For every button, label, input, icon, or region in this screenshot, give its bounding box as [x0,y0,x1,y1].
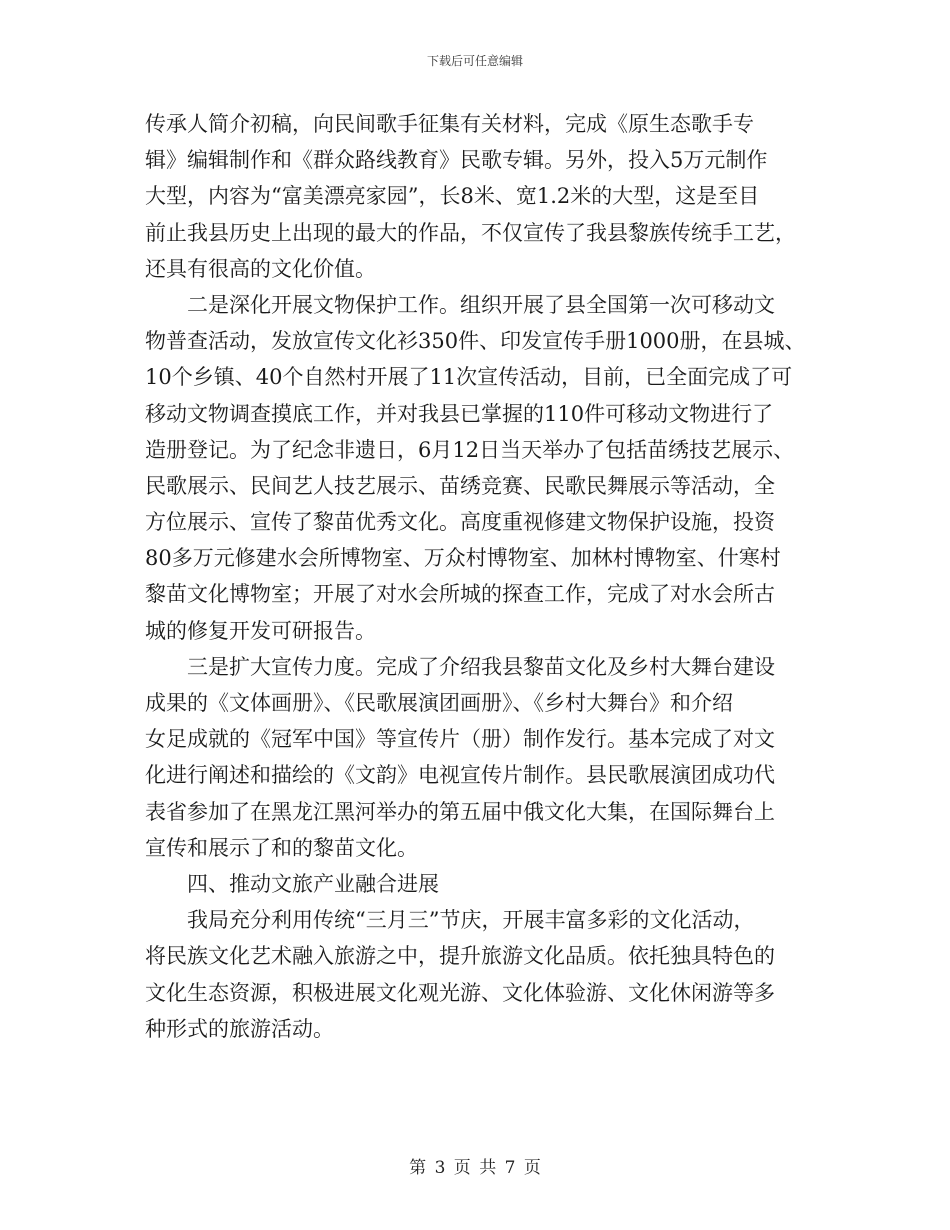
text-line: 黎苗文化博物室；开展了对水会所城的探查工作，完成了对水会所古 [145,582,775,607]
text-line: 前止我县历史上出现的最大的作品，不仅宣传了我县黎族传统手工艺， [145,220,796,245]
text-line: 成果的《文体画册》、《民歌展演团画册》、《乡村大舞台》和介绍 [145,691,733,715]
text-line: 移动文物调查摸底工作，并对我县已掌握的110件可移动文物进行了 [145,401,774,426]
page-header: 下载后可任意编辑 [426,54,523,68]
text-line: 传承人简介初稿，向民间歌手征集有关材料，完成《原生态歌手专 [145,112,754,136]
text-line: 种形式的旅游活动。 [145,1016,334,1041]
text-line: 女足成就的《冠军中国》等宣传片（册）制作发行。基本完成了对文 [145,727,775,752]
text-line: 还具有很高的文化价值。 [145,256,376,281]
text-line: 我局充分利用传统“三月三”节庆，开展丰富多彩的文化活动， [187,908,755,933]
text-line: 宣传和展示了和的黎苗文化。 [145,835,418,860]
text-line: 化进行阐述和描绘的《文韵》电视宣传片制作。县民歌展演团成功代 [145,763,775,788]
text-line: 城的修复开发可研报告。 [145,618,376,643]
text-line: 80多万元修建水会所博物室、万众村博物室、加林村博物室、什寒村 [145,546,781,571]
text-line: 表省参加了在黑龙江黑河举办的第五届中俄文化大集，在国际舞台上 [145,799,775,824]
page-footer: 第 3 页 共 7 页 [409,1158,541,1178]
text-line: 二是深化开展文物保护工作。组织开展了县全国第一次可移动文 [187,292,775,317]
text-line: 大型，内容为“富美漂亮家园”，长8米、宽1.2米的大型，这是至目 [145,184,760,209]
text-line: 造册登记。为了纪念非遗日，6月12日当天举办了包括苗绣技艺展示、 [145,437,795,462]
text-line: 方位展示、宣传了黎苗优秀文化。高度重视修建文物保护设施，投资 [145,510,775,535]
text-line: 文化生态资源，积极进展文化观光游、文化体验游、文化休闲游等多 [145,980,775,1005]
text-line: 四、推动文旅产业融合进展 [187,871,439,896]
document-body [145,106,815,1047]
text-line: 三是扩大宣传力度。完成了介绍我县黎苗文化及乡村大舞台建设 [187,654,775,679]
text-line: 辑》编辑制作和《群众路线教育》民歌专辑。另外，投入5万元制作 [145,148,768,173]
text-line: 将民族文化艺术融入旅游之中，提升旅游文化品质。依托独具特色的 [145,944,775,969]
text-line: 10个乡镇、40个自然村开展了11次宣传活动，目前，已全面完成了可 [145,365,793,390]
text-line: 民歌展示、民间艺人技艺展示、苗绣竞赛、民歌民舞展示等活动，全 [145,473,775,498]
text-line: 物普查活动，发放宣传文化衫350件、印发宣传手册1000册，在县城、 [145,329,806,354]
